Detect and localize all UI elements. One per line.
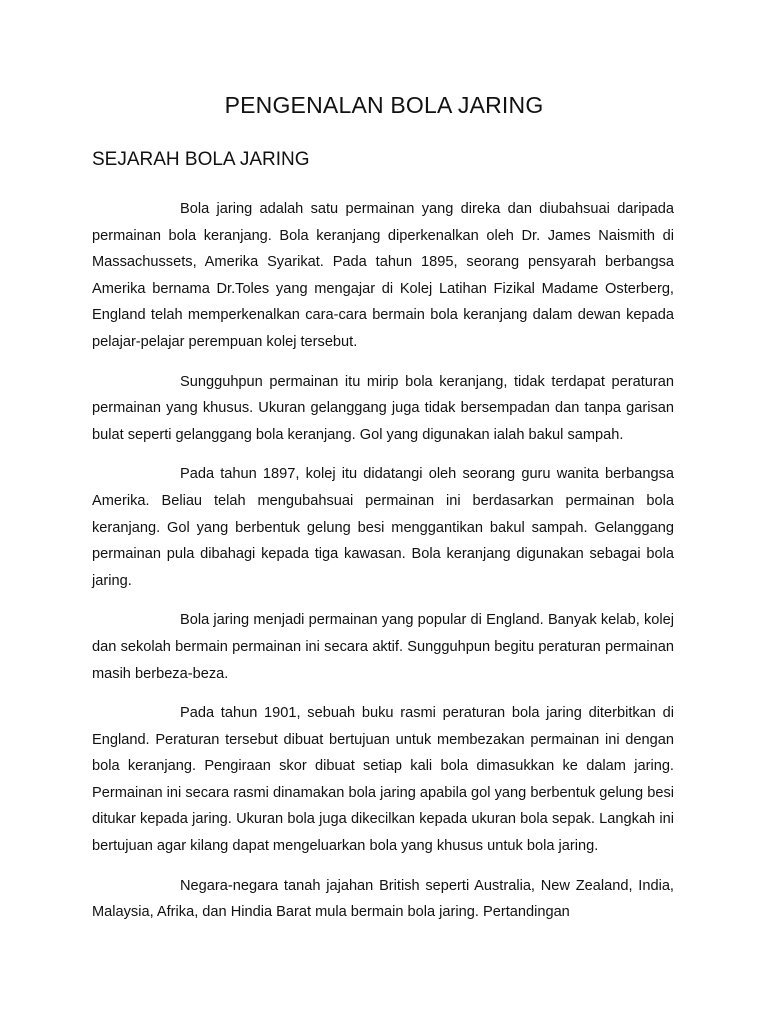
- paragraph-3: Pada tahun 1897, kolej itu didatangi oleh seorang guru wanita berbangsa Amerika. Beliau telah mengubahsuai permainan ini berdasarkan permainan bola keranjang. Gol yang berbentuk gelung besi menggantikan bakul sampah. Gelanggang permainan pula dibahagi kepada tiga kawasan. Bola keranjang digunakan sebagai bola jaring.: [92, 466, 674, 589]
- paragraph-1: Bola jaring adalah satu permainan yang direka dan diubahsuai daripada permainan bola keranjang. Bola keranjang diperkenalkan oleh Dr. James Naismith di Massachussets, Amerika Syarikat. Pada tahun 1895, seorang pensyarah berbangsa Amerika bernama Dr.Toles yang mengajar di Kolej Latihan Fizikal Madame Osterberg, England telah memperkenalkan cara-cara bermain bola keranjang dalam dewan kepada pelajar-pelajar perempuan kolej tersebut.: [92, 201, 674, 350]
- document-title: PENGENALAN BOLA JARING: [224, 92, 544, 118]
- paragraph-5: Pada tahun 1901, sebuah buku rasmi peraturan bola jaring diterbitkan di England. Peraturan tersebut dibuat bertujuan untuk membezakan permainan ini dengan bola keranjang. Pengiraan skor dibuat setiap kali bola dimasukkan ke dalam jaring. Permainan ini secara rasmi dinamakan bola jaring apabila gol yang berbentuk gelung besi ditukar kepada jaring. Ukuran bola juga dikecilkan kepada ukuran bola sepak. Langkah ini bertujuan agar kilang dapat mengeluarkan bola yang khusus untuk bola jaring.: [92, 705, 674, 855]
- section-heading: SEJARAH BOLA JARING: [92, 149, 310, 170]
- paragraph-4: Bola jaring menjadi permainan yang popular di England. Banyak kelab, kolej dan sekolah bermain permainan ini secara aktif. Sungguhpun begitu peraturan permainan masih berbeza-beza.: [92, 612, 674, 682]
- paragraph-6: Negara-negara tanah jajahan British seperti Australia, New Zealand, India, Malaysia, Afrika, dan Hindia Barat mula bermain bola jaring. Pertandingan: [92, 877, 674, 921]
- body-text: [92, 196, 674, 939]
- paragraph-2: Sungguhpun permainan itu mirip bola keranjang, tidak terdapat peraturan permainan yang khusus. Ukuran gelanggang juga tidak bersempadan dan tanpa garisan bulat seperti gelanggang bola keranjang. Gol yang digunakan ialah bakul sampah.: [92, 373, 674, 443]
